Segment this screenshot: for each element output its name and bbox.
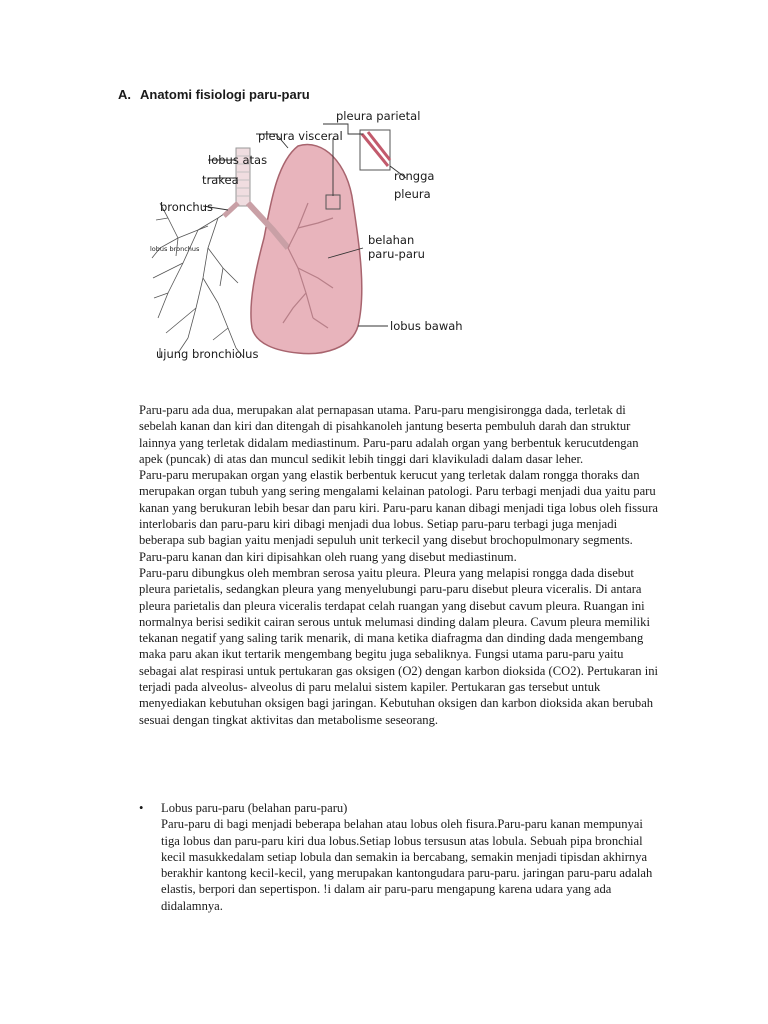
bullet-list [139,800,659,914]
body-text [139,402,659,728]
label-lobus-bawah: lobus bawah [390,319,463,333]
label-bronchus: bronchus [160,200,213,214]
lung-diagram [148,108,463,370]
right-lung [251,145,362,354]
bullet-text: Paru-paru di bagi menjadi beberapa belahan atau lobus oleh fisura.Paru-paru kanan mempunyai tiga lobus dan paru-paru kiri dua lobus.Setiap lobus tersusun atas lobula. Sebuah pipa bronchial kecil masukkedalam setiap lobula dan semakin ia bercabang, semakin menjadi tipisdan akhirnya berakhir kantong kecil-kecil, yang merupakan kantongudara paru-paru. jaringan paru-paru adalah elastis, berpori dan sepertispon. !i dalam air paru-paru mengapung karena udara yang ada didalamnya. [161,817,653,913]
section-heading [118,87,310,102]
label-trakea: trakea [202,173,239,187]
bullet-content [161,800,659,914]
label-pleura-parietal: pleura parietal [336,109,421,123]
paragraph: Paru-paru merupakan organ yang elastik berbentuk kerucut yang terletak dalam rongga thoraks dan merupakan organ tubuh yang sering mengalami kelainan patologi. Paru terbagi menjadi dua yaitu paru kanan yang berukuran lebih besar dan paru kiri. Paru-paru kanan dibagi menjadi tiga lobus oleh fissura interlobaris dan paru-paru kiri dibagi menjadi dua lobus. Setiap paru-paru terbagi juga menjadi beberapa sub bagian yaitu menjadi sepuluh unit terkecil yang disebut brochopulmonary segments. Paru-paru kanan dan kiri dipisahkan oleh ruang yang disebut mediastinum. [139,468,658,564]
label-pleura-visceral: pleura visceral [258,129,343,143]
section-number: A. [118,87,131,102]
label-belahan: belahan [368,233,415,247]
bullet-title: Lobus paru-paru (belahan paru-paru) [161,801,348,815]
bronchial-tree [152,203,244,358]
label-rongga: rongga [394,169,435,183]
paragraph: Paru-paru ada dua, merupakan alat pernapasan utama. Paru-paru mengisirongga dada, terletak di sebelah kanan dan kiri dan ditengah di pisahkanoleh jantung beserta pembuluh darah dan struktur lainnya yang terletak didalam mediastinum. Paru-paru adalah organ yang berbentuk kerucutdengan apek (puncak) di atas dan muncul sedikit lebih tinggi dari klavikuladi dalam dasar leher. [139,403,639,466]
bullet-icon: • [139,801,144,815]
label-ujung-bronchiolus: ujung bronchiolus [156,347,259,361]
list-item [139,800,659,914]
label-paru-paru: paru-paru [368,247,425,261]
label-lobus-atas: lobus atas [208,153,268,167]
label-pleura: pleura [394,187,431,201]
label-lobus-bronchus: lobus bronchus [150,245,200,253]
lung-anatomy-figure [148,108,463,370]
section-title: Anatomi fisiologi paru-paru [140,87,310,102]
paragraph: Paru-paru dibungkus oleh membran serosa yaitu pleura. Pleura yang melapisi rongga dada disebut pleura parietalis, sedangkan pleura yang menyelubungi paru-paru disebut pleura viceralis. Di antara pleura parietalis dan pleura viceralis terdapat celah ruangan yang disebut cavum pleura. Ruangan ini normalnya berisi sedikit cairan serous untuk melumasi dinding dalam pleura. Cavum pleura memiliki tekanan negatif yang saling tarik menarik, di mana ketika diafragma dan dinding dada mengembang maka paru akan ikut tertarik mengembang begitu juga sebaliknya. Fungsi utama paru-paru yaitu sebagai alat respirasi untuk pertukaran gas oksigen (O2) dengan karbon dioksida (CO2). Pertukaran ini terjadi pada alveolus- alveolus di paru melalui sistem kapiler. Pertukaran gas tersebut untuk menyediakan kebutuhan oksigen bagi jaringan. Kebutuhan oksigen dan karbon dioksida akan berubah sesuai dengan tingkat aktivitas dan metabolisme seseorang. [139,565,658,727]
